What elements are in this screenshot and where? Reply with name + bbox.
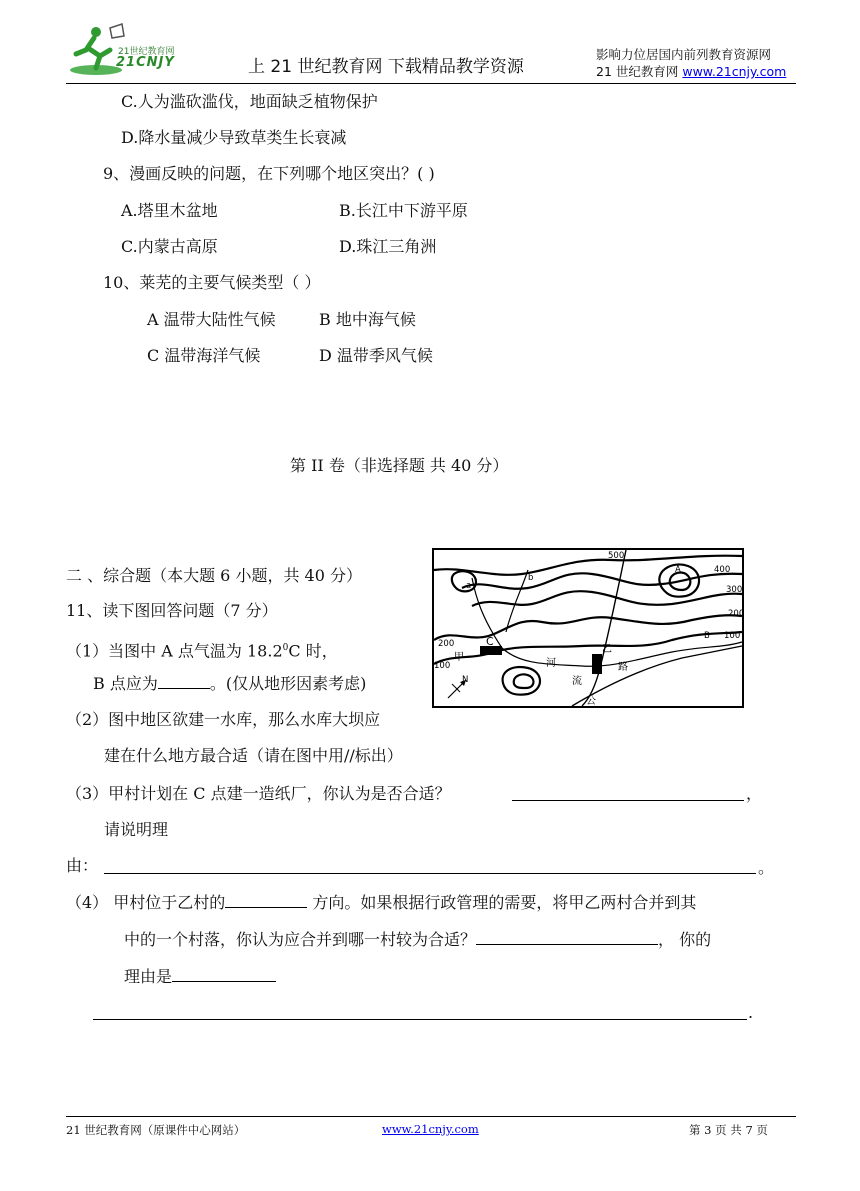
q10-option-d: D 温带季风气候: [319, 346, 433, 365]
q8-option-d: D.降水量减少导致草类生长衰减: [121, 128, 347, 147]
label-200-left: 200: [438, 639, 455, 649]
header-rule: [66, 83, 796, 84]
part-heading: 二 、综合题（本大题 6 小题，共 40 分）: [66, 566, 362, 585]
label-gong: 公: [586, 696, 596, 707]
contour-map: [432, 548, 744, 708]
answer-blank-4b[interactable]: [476, 930, 658, 945]
header-site-link[interactable]: www.21cnjy.com: [682, 64, 787, 79]
q11-part3-end: 。: [758, 858, 775, 877]
label-100-left: 100: [434, 661, 451, 671]
village-yi-block: [592, 654, 602, 674]
q11-part1-text-a: （1）当图中 A 点气温为 18.2: [66, 641, 283, 661]
q11-part3-line1: [66, 784, 451, 804]
q11-part4-line2: [124, 930, 711, 950]
q11-part3-line2: 请说明理: [104, 820, 169, 839]
site-logo: [66, 20, 186, 82]
header-right: [596, 46, 786, 80]
q11-part2-line1: （2）图中地区欲建一水库，那么水库大坝应: [66, 710, 381, 729]
footer-link[interactable]: www.21cnjy.com: [382, 1122, 479, 1136]
label-C: C: [486, 635, 494, 648]
q11-part4-text-b: 方向。如果根据行政管理的需要，将甲乙两村合并到其: [307, 893, 697, 912]
q11-part1-line1: [66, 638, 338, 661]
q9-option-d: D.珠江三角洲: [339, 237, 437, 256]
logo-text-top: 21世纪教育网: [118, 47, 175, 57]
header-slogan: 影响力位居国内前列教育资源网: [596, 47, 772, 62]
q11-part1-text-b: C 时，: [288, 641, 338, 661]
header-site-line: [596, 63, 786, 80]
label-lu: 路: [618, 662, 628, 673]
answer-blank-1[interactable]: [158, 674, 210, 689]
q11-part3-text: （3）甲村计划在 C 点建一造纸厂，你认为是否合适？: [66, 784, 451, 803]
q10-option-a: A 温带大陆性气候: [147, 310, 276, 329]
q9-option-a: A.塔里木盆地: [121, 201, 218, 220]
section-title: 第 II 卷（非选择题 共 40 分）: [290, 456, 509, 475]
answer-blank-4c[interactable]: [172, 967, 276, 982]
label-100-right: 100: [724, 631, 741, 641]
q11-part4-text-a: （4） 甲村位于乙村的: [66, 893, 226, 912]
q11-part4-line2-b: ， 你的: [658, 930, 712, 949]
label-yi: 乙: [602, 644, 612, 655]
q11-part4-line3-text: 理由是: [124, 967, 173, 986]
q11-part3-line3: 由：: [66, 856, 99, 875]
q11-stem: 11、读下图回答问题（7 分）: [66, 601, 278, 620]
footer-rule: [66, 1116, 796, 1117]
q9-option-b: B.长江中下游平原: [339, 201, 468, 220]
contour-map-graphic: [432, 548, 744, 708]
footer-center: [382, 1122, 479, 1136]
q11-part1-line2-a: B 点应为: [93, 674, 158, 693]
header-site-prefix: 21 世纪教育网: [596, 64, 683, 79]
q11-part2-line2: 建在什么地方最合适（请在图中用//标出）: [104, 746, 403, 765]
q9-stem: 9、漫画反映的问题，在下列哪个地区突出？( ): [103, 164, 435, 183]
q11-part3-comma: ，: [746, 784, 763, 803]
q11-part1-line2: [93, 674, 366, 694]
q9-option-c: C.内蒙古高原: [121, 237, 218, 256]
q11-part1-line2-b: 。(仅从地形因素考虑): [209, 674, 367, 693]
q11-part4-line2-a: 中的一个村落，你认为应合并到哪一村较为合适？: [124, 930, 477, 949]
label-b: b: [528, 573, 534, 583]
label-liu: 流: [572, 676, 582, 687]
degree-mark: 0: [282, 643, 289, 653]
answer-blank-3b[interactable]: [104, 873, 756, 874]
logo-text-bottom: 21CNJY: [116, 55, 175, 70]
label-B: B: [704, 631, 710, 641]
q11-part4-end: .: [748, 1003, 754, 1022]
footer-left: 21 世纪教育网（原课件中心网站）: [66, 1123, 246, 1137]
label-he: 河: [546, 658, 556, 669]
label-a: a: [466, 581, 472, 591]
answer-blank-3a[interactable]: [512, 800, 744, 801]
q10-stem: 10、莱芜的主要气候类型（ ）: [103, 273, 321, 292]
q11-part4-line1: [66, 893, 696, 913]
answer-blank-4a[interactable]: [225, 893, 307, 908]
header-title: 上 21 世纪教育网 下载精品教学资源: [248, 57, 524, 77]
label-200-right: 200: [728, 609, 744, 619]
label-500: 500: [608, 551, 625, 561]
label-jia: 甲: [454, 652, 464, 663]
label-300: 300: [726, 585, 743, 595]
label-A: A: [675, 565, 681, 575]
answer-blank-4d[interactable]: [93, 1019, 747, 1020]
label-N: N: [462, 675, 469, 685]
label-400: 400: [714, 565, 731, 575]
q10-option-c: C 温带海洋气候: [147, 346, 261, 365]
footer-right: 第 3 页 共 7 页: [689, 1123, 768, 1137]
q8-option-c: C.人为滥砍滥伐，地面缺乏植物保护: [121, 92, 378, 111]
q11-part4-line3: [124, 967, 276, 987]
q10-option-b: B 地中海气候: [319, 310, 416, 329]
